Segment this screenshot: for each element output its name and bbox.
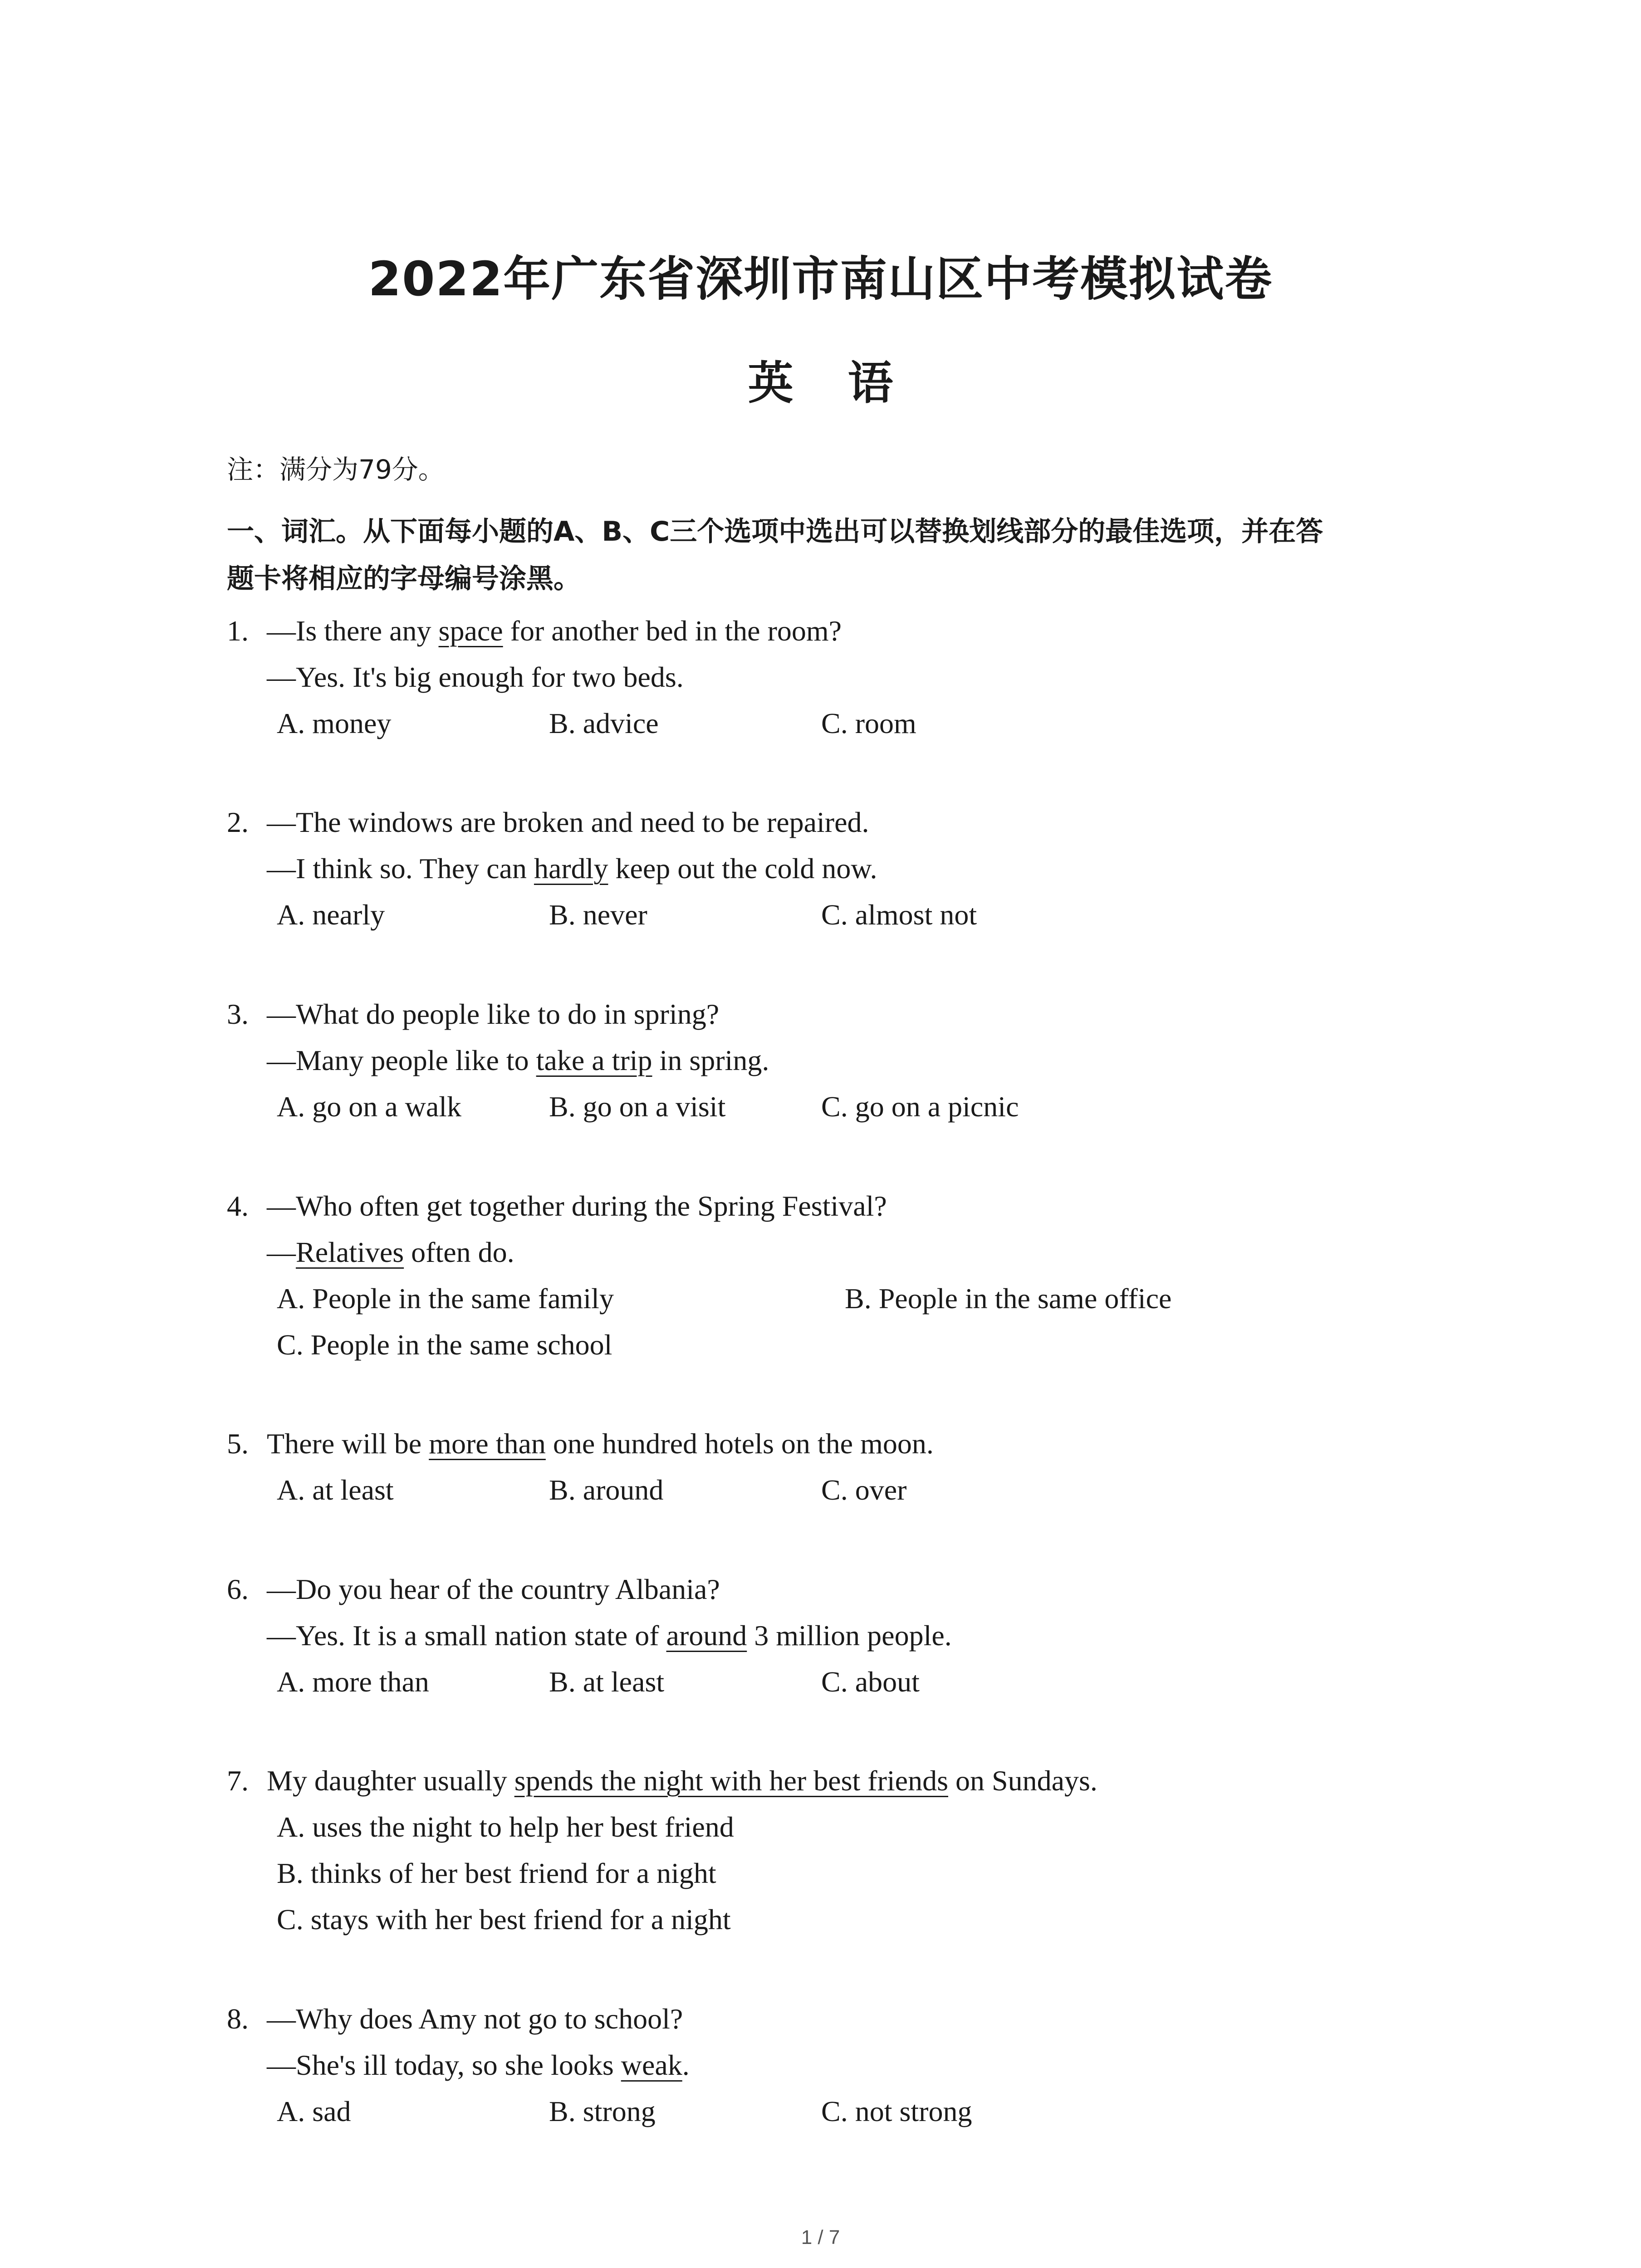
question-reply: —Yes. It's big enough for two beds.: [267, 661, 684, 693]
option-c: C. go on a picnic: [821, 1090, 1019, 1123]
question-number: 5.: [227, 1427, 249, 1460]
question-number: 2.: [227, 806, 249, 838]
underlined-word: spends the night with her best friends: [514, 1765, 948, 1797]
question-reply: —She's ill today, so she looks weak.: [267, 2049, 690, 2081]
score-note: 注：满分为79分。: [227, 454, 445, 485]
question-number: 4.: [227, 1190, 249, 1222]
question-stem: —Do you hear of the country Albania?: [267, 1573, 720, 1605]
option-b: B. advice: [549, 707, 659, 739]
underlined-word: weak: [621, 2049, 682, 2081]
question-stem: —Why does Amy not go to school?: [267, 2003, 683, 2035]
underlined-word: space: [438, 615, 503, 647]
page-title: 2022年广东省深圳市南山区中考模拟试卷: [368, 251, 1273, 307]
option-c: C. room: [821, 707, 916, 739]
section-instructions-line-1: 一、词汇。从下面每小题的A、B、C三个选项中选出可以替换划线部分的最佳选项，并在答: [227, 516, 1323, 547]
option-a: A. at least: [277, 1474, 394, 1506]
option-b: B. go on a visit: [549, 1090, 726, 1123]
option-a: A. nearly: [277, 899, 385, 931]
option-a: A. sad: [277, 2095, 351, 2127]
option-b: B. at least: [549, 1666, 665, 1698]
option-a: A. go on a walk: [277, 1090, 462, 1123]
question-stem: —Who often get together during the Spring Festival?: [267, 1190, 887, 1222]
question-reply: —Relatives often do.: [267, 1236, 514, 1268]
option-c: C. about: [821, 1666, 920, 1698]
question-stem: —The windows are broken and need to be repaired.: [267, 806, 869, 838]
option-a: A. more than: [277, 1666, 429, 1698]
question-stem: My daughter usually spends the night with her best friends on Sundays.: [267, 1765, 1097, 1797]
question-number: 1.: [227, 615, 249, 647]
question-number: 7.: [227, 1765, 249, 1797]
question-reply: —Yes. It is a small nation state of around 3 million people.: [267, 1619, 952, 1652]
question-number: 8.: [227, 2003, 249, 2035]
option-b: B. around: [549, 1474, 664, 1506]
underlined-word: more than: [429, 1427, 546, 1460]
option-c: C. almost not: [821, 899, 977, 931]
question-stem: —What do people like to do in spring?: [267, 998, 720, 1030]
underlined-word: take a trip: [536, 1044, 652, 1076]
option-c: C. stays with her best friend for a night: [277, 1903, 731, 1936]
underlined-word: around: [666, 1619, 747, 1652]
option-a: A. uses the night to help her best friend: [277, 1811, 734, 1843]
question-stem: There will be more than one hundred hotels on the moon.: [267, 1427, 934, 1460]
option-b: B. thinks of her best friend for a night: [277, 1857, 716, 1889]
question-stem: —Is there any space for another bed in the room?: [267, 615, 842, 647]
subject-title: 英语: [748, 357, 948, 410]
underlined-word: Relatives: [296, 1236, 404, 1268]
option-b: B. People in the same office: [845, 1282, 1172, 1315]
option-c: C. not strong: [821, 2095, 972, 2127]
option-c: C. over: [821, 1474, 907, 1506]
option-c: C. People in the same school: [277, 1329, 612, 1361]
option-a: A. People in the same family: [277, 1282, 614, 1315]
option-b: B. never: [549, 899, 647, 931]
question-reply: —Many people like to take a trip in spring.: [267, 1044, 769, 1076]
option-a: A. money: [277, 707, 392, 739]
question-reply: —I think so. They can hardly keep out the cold now.: [267, 852, 877, 885]
underlined-word: hardly: [534, 852, 608, 885]
option-b: B. strong: [549, 2095, 656, 2127]
section-instructions: [227, 508, 1443, 602]
section-instructions-line-2: 题卡将相应的字母编号涂黑。: [227, 563, 581, 595]
question-number: 6.: [227, 1573, 249, 1605]
question-number: 3.: [227, 998, 249, 1030]
page-number: 1 / 7: [801, 2226, 840, 2248]
